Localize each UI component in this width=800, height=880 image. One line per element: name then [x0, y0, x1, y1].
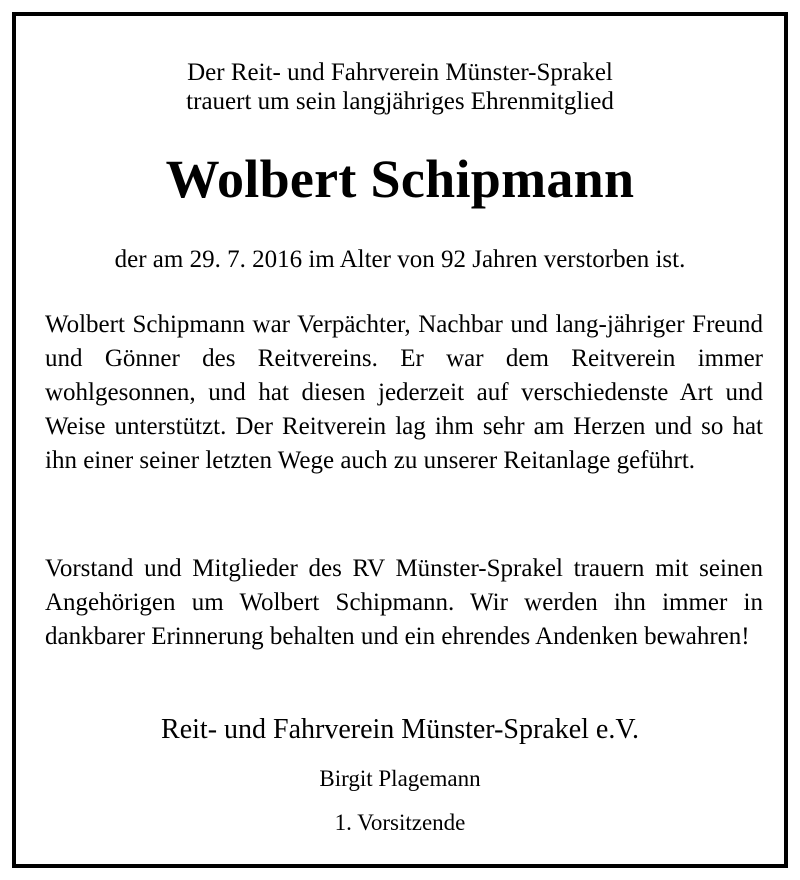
signature-organization: Reit- und Fahrverein Münster-Sprakel e.V. [161, 714, 639, 745]
signature-role: 1. Vorsitzende [334, 810, 466, 835]
intro-line-2: trauert um sein langjähriges Ehrenmitglied [186, 88, 614, 115]
condolence-paragraph: Vorstand und Mitglieder des RV Münster-Sprakel trauern mit seinen Angehörigen um Wolbert Schipmann. Wir werden ihn immer in dankbarer Erinnerung behalten und ein ehrendes Andenken bewahren! [45, 555, 763, 650]
deceased-name: Wolbert Schipmann [165, 149, 635, 209]
intro-line-1: Der Reit- und Fahrverein Münster-Sprakel [187, 59, 613, 86]
death-note: der am 29. 7. 2016 im Alter von 92 Jahren verstorben ist. [114, 246, 686, 273]
tribute-paragraph: Wolbert Schipmann war Verpächter, Nachbar und lang-jähriger Freund und Gönner des Reitvereins. Er war dem Reitverein immer wohlgesonnen, und hat diesen jederzeit auf verschiedenste Art und Weise unterstützt. Der Reitverein lag ihm sehr am Herzen und so hat ihn einer seiner letzten Wege auch zu unserer Reitanlage geführt. [45, 311, 763, 474]
obituary-notice [12, 12, 788, 868]
signature-name: Birgit Plagemann [319, 766, 481, 791]
intro-text [16, 58, 784, 116]
